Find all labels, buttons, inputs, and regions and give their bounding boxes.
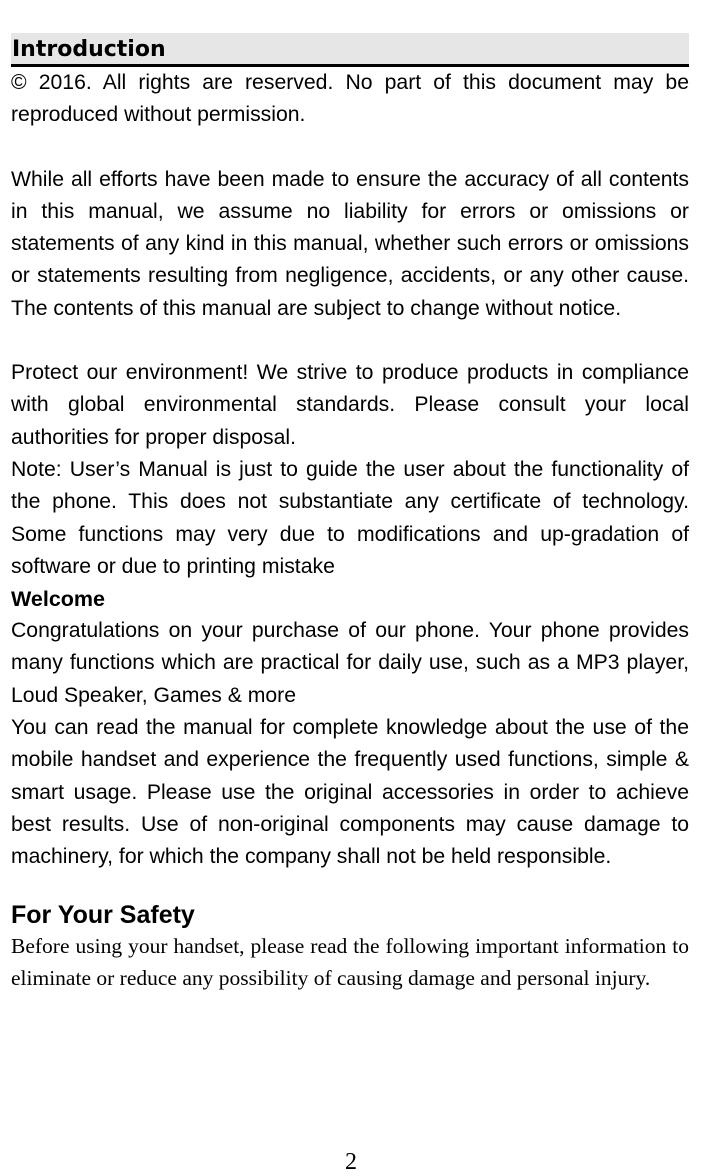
paragraph-spacer <box>11 132 689 164</box>
safety-paragraph: Before using your handset, please read the following important information to eliminate or reduce any possibility of causing damage and personal injury. <box>11 933 689 991</box>
safety-heading: For Your Safety <box>11 900 195 929</box>
note-paragraph: Note: User’s Manual is just to guide the user about the functionality of the phone. This does not substantiate any certificate of technology. Some functions may very due to modifications and up-gradation of software or due to printing mistake <box>11 457 689 578</box>
paragraph-spacer <box>11 874 689 892</box>
page-number: 2 <box>345 1149 357 1175</box>
disclaimer-paragraph: While all efforts have been made to ensure the accuracy of all contents in this manual, we assume no liability for errors or omissions or statements of any kind in this manual, whether such errors or omissions or statements resulting from negligence, accidents, or any other cause. The contents of this manual are subject to change without notice. <box>11 167 689 320</box>
welcome-paragraph-1: Congratulations on your purchase of our phone. Your phone provides many functions which are practical for daily use, such as a MP3 player, Loud Speaker, Games & more <box>11 619 689 707</box>
environment-paragraph: Protect our environment! We strive to produce products in compliance with global environmental standards. Please consult your local authorities for proper disposal. <box>11 361 689 449</box>
document-page <box>11 33 689 995</box>
paragraph-spacer <box>11 325 689 357</box>
welcome-paragraph-2: You can read the manual for complete knowledge about the use of the mobile handset and experience the frequently used functions, simple & smart usage. Please use the original accessories in order to achieve best results. Use of non-original components may cause damage to machinery, for which the company shall not be held responsible. <box>11 716 689 869</box>
copyright-paragraph: © 2016. All rights are reserved. No part of this document may be reproduced without permission. <box>11 71 689 127</box>
section-heading-introduction: Introduction <box>11 33 689 67</box>
welcome-heading: Welcome <box>11 587 105 612</box>
